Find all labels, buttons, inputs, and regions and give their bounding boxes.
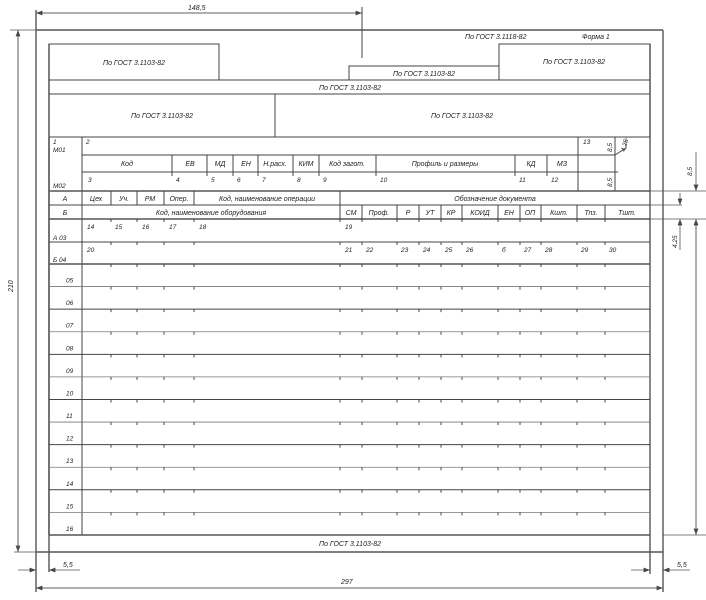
row-number-label: 16 — [66, 526, 74, 533]
line-03-num-16: 16 — [142, 224, 150, 231]
row-b-header-prof: Проф. — [368, 210, 390, 217]
line-04-num-28: 28 — [545, 247, 553, 254]
row-number-label: 11 — [66, 413, 73, 421]
row-a-code: А — [62, 196, 68, 203]
line-04-code: Б 04 — [53, 257, 67, 264]
row-b-header-r: Р — [405, 210, 411, 217]
row-a-header-uch: Уч. — [118, 196, 130, 203]
line-04-num-24: 24 — [423, 247, 431, 254]
row-b-header-koid: КОИД — [470, 210, 490, 217]
row-a-header-rm: РМ — [144, 196, 156, 203]
m02-num-10: 10 — [380, 177, 388, 184]
numbered-rows — [49, 264, 650, 533]
line-04-num-26: 26 — [466, 247, 474, 254]
dim-top-width: 148,5 — [188, 5, 206, 12]
row-b-code: Б — [62, 210, 68, 217]
row-number-label: 12 — [66, 435, 74, 443]
m02-num-5: 5 — [211, 177, 215, 184]
row-b-header-sm: СМ — [345, 210, 357, 217]
line-04-num-21: 21 — [345, 247, 353, 254]
m01-field-13: 13 — [583, 139, 591, 146]
m02-header-kod-zagot: Код загот. — [329, 161, 365, 168]
row-b-header-op: ОП — [524, 210, 536, 217]
m01-m02-block — [49, 137, 650, 535]
row-number-label: 14 — [66, 480, 74, 488]
m02-num-8: 8 — [297, 177, 301, 184]
m02-num-9: 9 — [323, 177, 327, 184]
row-number-label: 10 — [66, 390, 74, 398]
row-number-label: 13 — [66, 458, 74, 466]
row-number-label: 09 — [66, 367, 74, 375]
m02-num-7: 7 — [262, 177, 266, 184]
dim-body-row-height: 4,25 — [672, 235, 679, 248]
line-04-num-b: б — [502, 247, 506, 254]
m02-header-profil: Профиль и размеры — [411, 161, 479, 168]
row-b-header-tsht: Тшт. — [618, 210, 636, 217]
m02-num-4: 4 — [176, 177, 180, 184]
row-b-header-en: ЕН — [504, 210, 514, 217]
dim-bottom-width: 297 — [341, 579, 353, 586]
gost-main-label: По ГОСТ 3.1118-82 — [465, 34, 527, 41]
m02-num-11: 11 — [519, 177, 526, 184]
header-strip-label: По ГОСТ 3.1103-82 — [319, 85, 381, 92]
header-big-right-label: По ГОСТ 3.1103-82 — [431, 113, 493, 120]
line-03-num-17: 17 — [169, 224, 177, 231]
m02-num-6: 6 — [237, 177, 241, 184]
row-b-header-equipment: Код, наименование оборудования — [155, 210, 267, 217]
m01-row-number: 1 — [53, 139, 57, 146]
dim-header-row-height: 8,5 — [687, 166, 694, 176]
dim-left-height: 210 — [8, 280, 15, 292]
form-label: Форма 1 — [582, 34, 610, 41]
m02-number-ticks — [172, 172, 547, 176]
line-03-num-19: 19 — [345, 224, 353, 231]
m02-header-kd: КД — [526, 161, 536, 168]
corner-dim-slant: 4,25 — [620, 138, 631, 153]
line-04-num-20: 20 — [87, 247, 95, 254]
header-block-right-label: По ГОСТ 3.1103-82 — [543, 59, 605, 66]
footer-gost-label: По ГОСТ 3.1103-82 — [319, 541, 381, 548]
row-number-label: 06 — [66, 300, 74, 308]
header-block-left-label: По ГОСТ 3.1103-82 — [103, 60, 165, 67]
m02-header-ev: ЕВ — [185, 161, 195, 168]
row-number-label: 07 — [66, 322, 74, 330]
line-04-num-22: 22 — [366, 247, 374, 254]
m02-header-mz: МЗ — [556, 161, 568, 168]
m02-header-nrash: Н.расх. — [263, 161, 287, 168]
corner-dim-1: 8,5 — [607, 142, 614, 152]
m02-code: М02 — [53, 183, 66, 190]
row-a-header-tseh: Цех — [89, 196, 103, 203]
line-04-num-27: 27 — [524, 247, 532, 254]
line-04-num-30: 30 — [609, 247, 617, 254]
line-03-num-14: 14 — [87, 224, 95, 231]
line-04-num-25: 25 — [445, 247, 453, 254]
header-big-left-label: По ГОСТ 3.1103-82 — [131, 113, 193, 120]
row-a-header-oper: Опер. — [169, 196, 189, 203]
row-number-label: 15 — [66, 503, 74, 511]
m02-num-3: 3 — [88, 177, 92, 184]
line-03-num-18: 18 — [199, 224, 207, 231]
row-number-label: 05 — [66, 277, 74, 285]
m01-code: М01 — [53, 147, 66, 154]
m02-header-kim: КИМ — [298, 161, 314, 168]
row-number-label: 08 — [66, 345, 74, 353]
row-b-header-tpz: Тпз. — [584, 210, 598, 217]
m02-header-en: ЕН — [241, 161, 251, 168]
m02-header-md: МД — [214, 161, 226, 168]
header-block-center-label: По ГОСТ 3.1103-82 — [393, 71, 455, 78]
row-b-header-ksht: Кшт. — [550, 210, 568, 217]
line-03-num-15: 15 — [115, 224, 123, 231]
line-03-code: А 03 — [53, 235, 67, 242]
m01-field-2: 2 — [86, 139, 90, 146]
dim-right-margin: 5,5 — [677, 562, 687, 569]
m02-header-kod: Код — [121, 161, 133, 168]
row-b-header-kr: КР — [446, 210, 456, 217]
row-a-header-document: Обозначение документа — [454, 196, 536, 203]
row-b-header-ut: УТ — [425, 210, 435, 217]
m02-num-12: 12 — [551, 177, 559, 184]
row-a-header-operation: Код, наименование операции — [218, 196, 316, 203]
line-04-num-29: 29 — [581, 247, 589, 254]
corner-dim-2: 8,5 — [607, 177, 614, 187]
dim-left-margin: 5,5 — [63, 562, 73, 569]
line-04-num-23: 23 — [401, 247, 409, 254]
